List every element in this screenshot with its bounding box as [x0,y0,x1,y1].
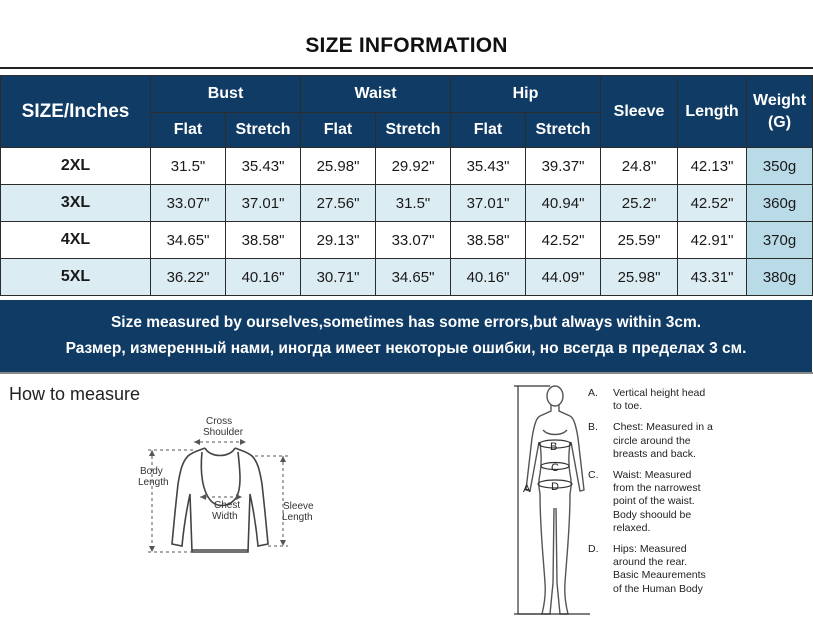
table-cell: 42.13" [678,148,747,185]
legend-text: Vertical height head to toe. [613,387,706,413]
measurement-legend [588,387,713,604]
waist-stretch-header: Stretch [376,113,451,148]
legend-letter: D. [588,543,599,556]
weight-header [747,76,813,148]
page-title: SIZE INFORMATION [305,34,508,57]
waist-flat-header: Flat [301,113,376,148]
section-divider [0,372,813,374]
table-cell: 27.56" [301,185,376,222]
legend-text: Chest: Measured in a circle around the breasts and back. [613,421,713,460]
table-cell: 42.91" [678,222,747,259]
table-cell: 34.65" [376,259,451,296]
table-cell: 40.16" [451,259,526,296]
legend-text: Hips: Measured around the rear. Basic Meaurements of the Human Body [613,543,706,595]
table-cell: 24.8" [601,148,678,185]
body-letter-c: C [551,462,559,474]
weight-label: Weight [753,91,807,109]
table-row [1,148,813,185]
label-chest-width: Chest Width [212,500,241,522]
length-header: Length [678,76,747,148]
body-diagram [510,378,600,623]
table-cell: 38.58" [226,222,301,259]
body-letter-b: B [550,441,558,453]
table-cell: 25.98" [601,259,678,296]
how-to-measure-title: How to measure [9,384,141,404]
body-letter-a: A [523,483,531,495]
table-cell: 36.22" [151,259,226,296]
table-cell: 30.71" [301,259,376,296]
human-body-icon [526,386,584,614]
table-cell: 25.59" [601,222,678,259]
legend-text: Waist: Measured from the narrowest point of the waist. Body shoould be relaxed. [613,469,701,534]
table-cell: 29.92" [376,148,451,185]
table-cell: 42.52" [526,222,601,259]
body-measure-lines [514,386,590,614]
legend-item [588,543,713,596]
waist-header: Waist [301,76,451,113]
table-cell: 39.37" [526,148,601,185]
table-cell: 34.65" [151,222,226,259]
table-cell: 43.31" [678,259,747,296]
bust-header: Bust [151,76,301,113]
weight-unit: (G) [767,113,792,131]
bust-flat-header: Flat [151,113,226,148]
table-cell: 35.43" [451,148,526,185]
legend-letter: B. [588,421,598,434]
hip-flat-header: Flat [451,113,526,148]
legend-letter: C. [588,469,599,482]
sleeve-header: Sleeve [601,76,678,148]
table-cell: 38.58" [451,222,526,259]
title-divider [0,67,813,69]
legend-item [588,469,713,535]
legend-letter: A. [588,387,598,399]
label-body-length: Body Length [138,466,169,488]
size-cell: 3XL [1,185,151,222]
table-row [1,259,813,296]
table-cell: 31.5" [376,185,451,222]
table-row [1,222,813,259]
size-table [0,75,813,296]
bust-stretch-header: Stretch [226,113,301,148]
table-cell: 42.52" [678,185,747,222]
legend-item [588,421,713,461]
size-cell: 5XL [1,259,151,296]
table-cell: 40.94" [526,185,601,222]
table-cell: 29.13" [301,222,376,259]
note-russian: Размер, измеренный нами, иногда имеет некоторые ошибки, но всегда в пределах 3 см. [65,340,747,357]
label-cross-shoulder: Cross Shoulder [203,416,244,438]
size-cell: 2XL [1,148,151,185]
table-cell: 25.98" [301,148,376,185]
hip-header: Hip [451,76,601,113]
label-sleeve-length: Sleeve Length [282,501,314,523]
hip-stretch-header: Stretch [526,113,601,148]
size-cell: 4XL [1,222,151,259]
table-cell: 37.01" [226,185,301,222]
note-english: Size measured by ourselves,sometimes has some errors,but always within 3cm. [110,314,702,331]
table-cell: 40.16" [226,259,301,296]
weight-cell: 380g [747,259,813,296]
weight-cell: 370g [747,222,813,259]
size-header: SIZE/Inches [1,76,151,148]
weight-cell: 350g [747,148,813,185]
table-row [1,185,813,222]
table-cell: 44.09" [526,259,601,296]
measurement-note [0,300,812,372]
body-letter-d: D [551,481,559,493]
legend-item [588,387,713,413]
header-row-1 [1,76,813,113]
weight-cell: 360g [747,185,813,222]
table-cell: 37.01" [451,185,526,222]
table-cell: 25.2" [601,185,678,222]
table-cell: 33.07" [151,185,226,222]
table-cell: 35.43" [226,148,301,185]
table-cell: 33.07" [376,222,451,259]
table-cell: 31.5" [151,148,226,185]
shirt-diagram [130,412,330,562]
